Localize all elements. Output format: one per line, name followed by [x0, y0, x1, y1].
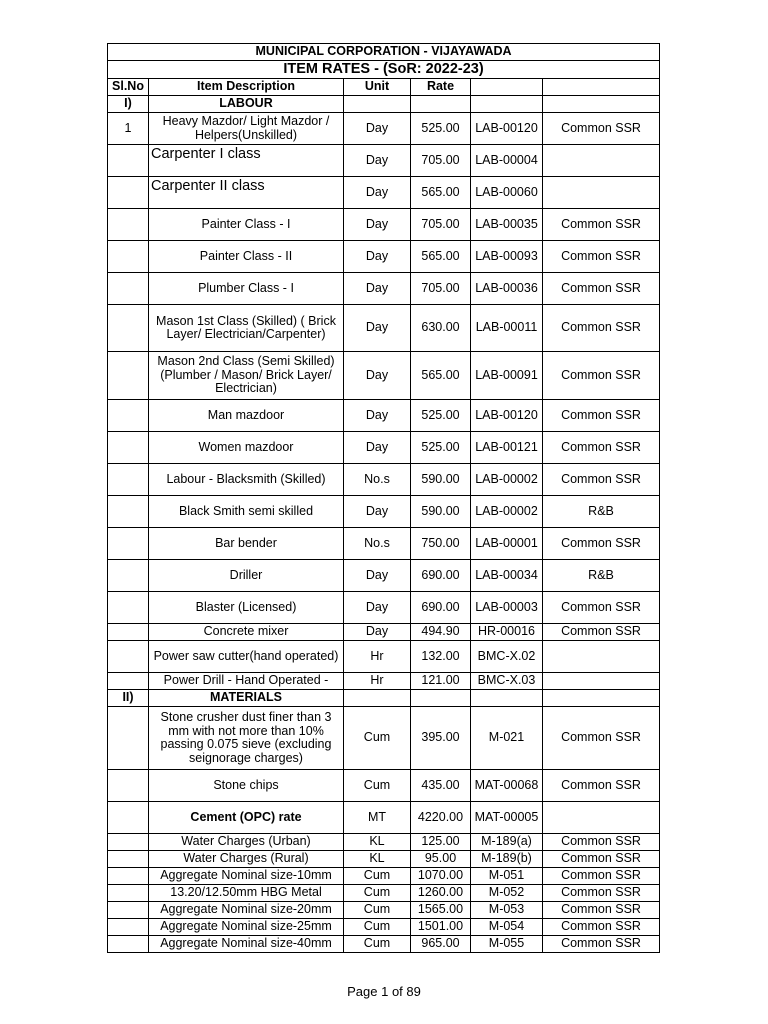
row-slno: [108, 145, 149, 177]
row-slno: [108, 305, 149, 352]
page-title: ITEM RATES - (SoR: 2022-23): [108, 61, 660, 79]
row-rate: 965.00: [411, 936, 471, 953]
row-desc: Painter Class - II: [149, 241, 344, 273]
table-row: [108, 641, 660, 673]
row-source: [543, 802, 660, 834]
row-desc: Carpenter II class: [149, 177, 344, 209]
row-unit: Day: [344, 624, 411, 641]
row-source: Common SSR: [543, 592, 660, 624]
table-row: [108, 707, 660, 770]
row-rate: 435.00: [411, 770, 471, 802]
table-row: [108, 177, 660, 209]
row-source: [543, 145, 660, 177]
row-slno: [108, 592, 149, 624]
row-desc: Driller: [149, 560, 344, 592]
row-slno: [108, 177, 149, 209]
col-code: [471, 79, 543, 96]
row-slno: [108, 868, 149, 885]
row-source: [543, 177, 660, 209]
col-item-description: Item Description: [149, 79, 344, 96]
table-row: [108, 273, 660, 305]
row-unit: No.s: [344, 464, 411, 496]
section-row-materials: [108, 690, 660, 707]
row-source: Common SSR: [543, 273, 660, 305]
row-slno: [108, 919, 149, 936]
row-desc: Women mazdoor: [149, 432, 344, 464]
org-title: MUNICIPAL CORPORATION - VIJAYAWADA: [108, 44, 660, 61]
row-unit: Day: [344, 241, 411, 273]
row-desc: Carpenter I class: [149, 145, 344, 177]
row-code: LAB-00036: [471, 273, 543, 305]
row-unit: Hr: [344, 673, 411, 690]
row-code: LAB-00001: [471, 528, 543, 560]
row-unit: Cum: [344, 902, 411, 919]
row-slno: [108, 851, 149, 868]
table-row: [108, 902, 660, 919]
row-rate: 565.00: [411, 177, 471, 209]
row-desc: Water Charges (Urban): [149, 834, 344, 851]
row-desc: Labour - Blacksmith (Skilled): [149, 464, 344, 496]
table-row: [108, 673, 660, 690]
row-desc: Painter Class - I: [149, 209, 344, 241]
row-rate: 525.00: [411, 113, 471, 145]
row-desc: Power saw cutter(hand operated): [149, 641, 344, 673]
row-source: Common SSR: [543, 352, 660, 400]
row-source: Common SSR: [543, 902, 660, 919]
row-slno: [108, 400, 149, 432]
row-desc: Power Drill - Hand Operated -: [149, 673, 344, 690]
row-rate: 590.00: [411, 464, 471, 496]
row-slno: [108, 936, 149, 953]
table-row: [108, 834, 660, 851]
row-code: LAB-00120: [471, 400, 543, 432]
row-unit: KL: [344, 834, 411, 851]
row-code: M-021: [471, 707, 543, 770]
row-slno: [108, 352, 149, 400]
row-unit: Cum: [344, 885, 411, 902]
row-rate: 565.00: [411, 352, 471, 400]
row-rate: 1501.00: [411, 919, 471, 936]
table-row: [108, 464, 660, 496]
table-row: [108, 352, 660, 400]
row-slno: 1: [108, 113, 149, 145]
col-rate: Rate: [411, 79, 471, 96]
row-code: M-054: [471, 919, 543, 936]
row-source: Common SSR: [543, 113, 660, 145]
row-slno: [108, 528, 149, 560]
page-number: Page 1 of 89: [347, 984, 421, 999]
section-label: MATERIALS: [149, 690, 344, 707]
row-rate: 750.00: [411, 528, 471, 560]
row-slno: [108, 560, 149, 592]
row-code: M-053: [471, 902, 543, 919]
row-unit: Cum: [344, 919, 411, 936]
row-unit: Cum: [344, 868, 411, 885]
row-rate: 95.00: [411, 851, 471, 868]
row-code: LAB-00035: [471, 209, 543, 241]
table-row: [108, 400, 660, 432]
row-rate: 525.00: [411, 400, 471, 432]
row-rate: 4220.00: [411, 802, 471, 834]
table-row: [108, 560, 660, 592]
row-desc: Bar bender: [149, 528, 344, 560]
row-source: Common SSR: [543, 919, 660, 936]
row-source: Common SSR: [543, 868, 660, 885]
row-code: LAB-00120: [471, 113, 543, 145]
row-slno: [108, 464, 149, 496]
row-desc: Heavy Mazdor/ Light Mazdor / Helpers(Unskilled): [149, 113, 344, 145]
row-source: R&B: [543, 560, 660, 592]
row-desc: Aggregate Nominal size-40mm: [149, 936, 344, 953]
row-unit: Day: [344, 305, 411, 352]
table-row: [108, 868, 660, 885]
table-row: [108, 770, 660, 802]
table-row: [108, 209, 660, 241]
row-code: LAB-00002: [471, 496, 543, 528]
row-rate: 525.00: [411, 432, 471, 464]
row-code: BMC-X.02: [471, 641, 543, 673]
row-desc: 13.20/12.50mm HBG Metal: [149, 885, 344, 902]
section-number: I): [108, 96, 149, 113]
row-desc: Aggregate Nominal size-20mm: [149, 902, 344, 919]
row-rate: 690.00: [411, 560, 471, 592]
table-row: [108, 592, 660, 624]
table-row: [108, 624, 660, 641]
row-source: Common SSR: [543, 209, 660, 241]
row-slno: [108, 496, 149, 528]
row-source: Common SSR: [543, 432, 660, 464]
row-rate: 705.00: [411, 273, 471, 305]
row-source: Common SSR: [543, 400, 660, 432]
row-unit: Day: [344, 352, 411, 400]
section-row-labour: [108, 96, 660, 113]
row-code: M-189(a): [471, 834, 543, 851]
row-rate: 630.00: [411, 305, 471, 352]
row-unit: Day: [344, 432, 411, 464]
row-desc: Water Charges (Rural): [149, 851, 344, 868]
row-slno: [108, 641, 149, 673]
table-row: [108, 496, 660, 528]
row-unit: Day: [344, 496, 411, 528]
table-row: [108, 432, 660, 464]
row-source: Common SSR: [543, 464, 660, 496]
row-source: Common SSR: [543, 885, 660, 902]
row-slno: [108, 902, 149, 919]
row-code: M-055: [471, 936, 543, 953]
row-rate: 125.00: [411, 834, 471, 851]
section-number: II): [108, 690, 149, 707]
row-code: MAT-00005: [471, 802, 543, 834]
row-rate: 494.90: [411, 624, 471, 641]
row-code: M-189(b): [471, 851, 543, 868]
row-source: Common SSR: [543, 528, 660, 560]
table-row: [108, 305, 660, 352]
col-source: [543, 79, 660, 96]
row-code: LAB-00091: [471, 352, 543, 400]
row-slno: [108, 273, 149, 305]
row-rate: 395.00: [411, 707, 471, 770]
row-desc: Man mazdoor: [149, 400, 344, 432]
row-code: MAT-00068: [471, 770, 543, 802]
row-unit: Day: [344, 145, 411, 177]
row-code: LAB-00121: [471, 432, 543, 464]
row-source: Common SSR: [543, 834, 660, 851]
row-rate: 705.00: [411, 145, 471, 177]
row-source: Common SSR: [543, 305, 660, 352]
row-unit: Cum: [344, 936, 411, 953]
row-unit: Cum: [344, 770, 411, 802]
row-unit: Day: [344, 113, 411, 145]
row-unit: Hr: [344, 641, 411, 673]
row-code: LAB-00003: [471, 592, 543, 624]
row-desc: Mason 1st Class (Skilled) ( Brick Layer/ Electrician/Carpenter): [149, 305, 344, 352]
row-rate: 1565.00: [411, 902, 471, 919]
row-source: R&B: [543, 496, 660, 528]
row-unit: Day: [344, 273, 411, 305]
row-rate: 121.00: [411, 673, 471, 690]
row-rate: 1260.00: [411, 885, 471, 902]
row-rate: 590.00: [411, 496, 471, 528]
section-label: LABOUR: [149, 96, 344, 113]
row-source: [543, 673, 660, 690]
row-slno: [108, 707, 149, 770]
table-row: [108, 113, 660, 145]
row-desc: Stone chips: [149, 770, 344, 802]
row-unit: Day: [344, 560, 411, 592]
row-slno: [108, 885, 149, 902]
table-row: [108, 936, 660, 953]
row-slno: [108, 624, 149, 641]
row-code: BMC-X.03: [471, 673, 543, 690]
row-slno: [108, 241, 149, 273]
row-code: LAB-00034: [471, 560, 543, 592]
col-slno: Sl.No: [108, 79, 149, 96]
row-code: LAB-00011: [471, 305, 543, 352]
col-unit: Unit: [344, 79, 411, 96]
row-slno: [108, 673, 149, 690]
row-unit: Cum: [344, 707, 411, 770]
row-code: LAB-00060: [471, 177, 543, 209]
row-source: Common SSR: [543, 707, 660, 770]
row-code: HR-00016: [471, 624, 543, 641]
row-rate: 565.00: [411, 241, 471, 273]
row-source: Common SSR: [543, 624, 660, 641]
row-source: [543, 641, 660, 673]
table-row: [108, 145, 660, 177]
row-desc: Aggregate Nominal size-10mm: [149, 868, 344, 885]
row-desc: Blaster (Licensed): [149, 592, 344, 624]
row-unit: Day: [344, 177, 411, 209]
row-rate: 690.00: [411, 592, 471, 624]
row-code: LAB-00093: [471, 241, 543, 273]
row-unit: Day: [344, 592, 411, 624]
row-slno: [108, 209, 149, 241]
row-slno: [108, 802, 149, 834]
row-desc: Mason 2nd Class (Semi Skilled) (Plumber / Mason/ Brick Layer/ Electrician): [149, 352, 344, 400]
row-rate: 132.00: [411, 641, 471, 673]
row-source: Common SSR: [543, 851, 660, 868]
column-header-row: [108, 79, 660, 96]
item-rates-table: [107, 43, 660, 953]
row-source: Common SSR: [543, 241, 660, 273]
row-code: M-051: [471, 868, 543, 885]
row-unit: MT: [344, 802, 411, 834]
table-row: [108, 851, 660, 868]
row-unit: No.s: [344, 528, 411, 560]
row-desc: Stone crusher dust finer than 3 mm with not more than 10% passing 0.075 sieve (excluding seignorage charges): [149, 707, 344, 770]
row-code: M-052: [471, 885, 543, 902]
row-code: LAB-00002: [471, 464, 543, 496]
row-unit: KL: [344, 851, 411, 868]
row-slno: [108, 432, 149, 464]
table-row: [108, 885, 660, 902]
row-rate: 1070.00: [411, 868, 471, 885]
row-source: Common SSR: [543, 936, 660, 953]
row-source: Common SSR: [543, 770, 660, 802]
table-row: [108, 241, 660, 273]
table-row: [108, 528, 660, 560]
row-code: LAB-00004: [471, 145, 543, 177]
row-desc: Concrete mixer: [149, 624, 344, 641]
row-desc: Aggregate Nominal size-25mm: [149, 919, 344, 936]
row-desc: Black Smith semi skilled: [149, 496, 344, 528]
row-desc: Plumber Class - I: [149, 273, 344, 305]
row-slno: [108, 834, 149, 851]
row-unit: Day: [344, 209, 411, 241]
table-row: [108, 919, 660, 936]
table-row: [108, 802, 660, 834]
row-unit: Day: [344, 400, 411, 432]
row-slno: [108, 770, 149, 802]
row-rate: 705.00: [411, 209, 471, 241]
row-desc: Cement (OPC) rate: [149, 802, 344, 834]
